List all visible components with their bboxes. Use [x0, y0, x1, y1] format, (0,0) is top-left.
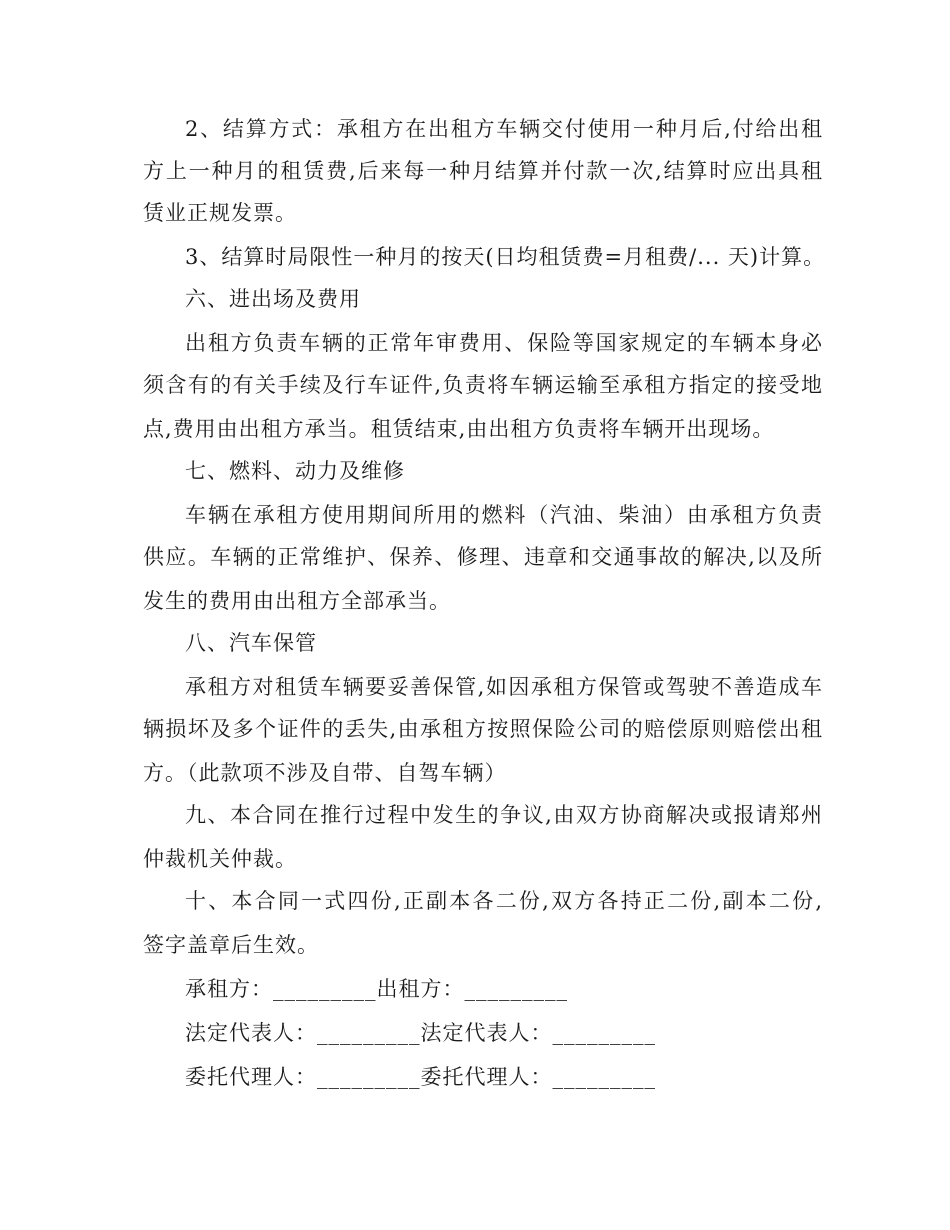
- paragraph-line: 仲裁机关仲裁。: [143, 847, 297, 871]
- paragraph-line: 出租方负责车辆的正常年审费用、保险等国家规定的车辆本身必: [185, 331, 823, 355]
- paragraph-line: 十、本合同一式四份,正副本各二份,双方各持正二份,副本二份,: [185, 889, 823, 913]
- paragraph-line: 承租方对租赁车辆要妥善保管,如因承租方保管或驾驶不善造成车: [185, 675, 823, 699]
- paragraph-line: 辆损坏及多个证件的丢失,由承租方按照保险公司的赔偿原则赔偿出租: [143, 717, 823, 741]
- paragraph-line: 签字盖章后生效。: [143, 933, 319, 957]
- section-heading: 七、燃料、动力及维修: [185, 459, 405, 483]
- paragraph-line: 方上一种月的租赁费,后来每一种月结算并付款一次,结算时应出具租: [143, 159, 823, 183]
- paragraph-line: 2、结算方式：承租方在出租方车辆交付使用一种月后,付给出租: [185, 117, 823, 141]
- paragraph-line: 车辆在承租方使用期间所用的燃料（汽油、柴油）由承租方负责: [185, 503, 823, 527]
- signature-line-legal-representative: 法定代表人：_________法定代表人：_________: [185, 1021, 656, 1045]
- section-heading: 六、进出场及费用: [185, 287, 361, 311]
- paragraph-line: 点,费用由出租方承当。租赁结束,由出租方负责将车辆开出现场。: [143, 417, 775, 441]
- section-heading: 八、汽车保管: [185, 631, 317, 655]
- signature-line-lessee-lessor: 承租方：_________出租方：_________: [185, 977, 568, 1001]
- paragraph-line: 须含有的有关手续及行车证件,负责将车辆运输至承租方指定的接受地: [143, 373, 823, 397]
- paragraph-line: 方。（此款项不涉及自带、自驾车辆）: [143, 761, 507, 785]
- paragraph-line: 供应。车辆的正常维护、保养、修理、违章和交通事故的解决,以及所: [143, 545, 823, 569]
- paragraph-line: 九、本合同在推行过程中发生的争议,由双方协商解决或报请郑州: [185, 803, 823, 827]
- paragraph-line: 发生的费用由出租方全部承当。: [143, 589, 451, 613]
- signature-line-agent: 委托代理人：_________委托代理人：_________: [185, 1065, 656, 1089]
- paragraph-line: 赁业正规发票。: [143, 201, 297, 225]
- paragraph-line: 3、结算时局限性一种月的按天(日均租赁费=月租费/... 天)计算。: [185, 245, 826, 269]
